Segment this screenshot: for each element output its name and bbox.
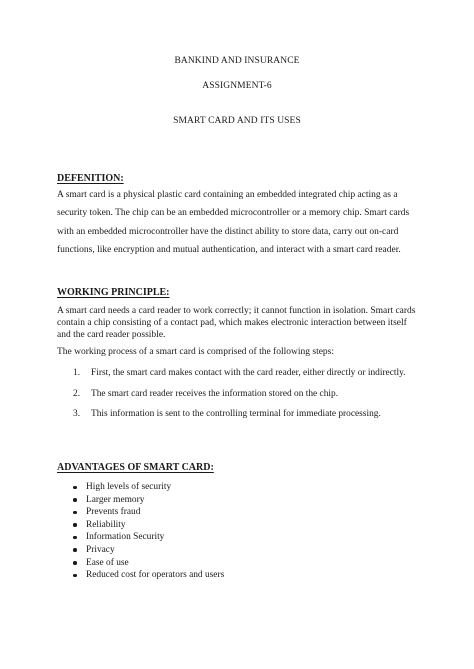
working-steps-intro: The working process of a smart card is comprised of the following steps: (57, 347, 335, 357)
step-number: 2. (73, 388, 81, 399)
list-item (57, 481, 224, 494)
list-item (57, 506, 224, 519)
bullet-icon (73, 511, 77, 515)
working-principle-paragraph: A smart card needs a card reader to work correctly; it cannot function in isolation. Smart cards contain a chip consisting of a contact pad, which makes electronic interaction between itself and the card reader possible. (57, 306, 416, 341)
list-item (57, 389, 406, 410)
step-number: 3. (73, 409, 81, 419)
advantage-text: Prevents fraud (86, 507, 141, 518)
bullet-icon (73, 523, 77, 527)
assignment-number: ASSIGNMENT-6 (202, 81, 272, 91)
advantage-text: Reliability (86, 519, 126, 530)
advantages-list (57, 481, 224, 582)
step-number: 1. (73, 368, 81, 378)
list-item (57, 544, 224, 557)
bullet-icon (73, 561, 77, 565)
list-item (57, 519, 224, 532)
definition-paragraph: A smart card is a physical plastic card containing an embedded integrated chip acting as a security token. The chip can be an embedded microcontroller or a memory chip. Smart cards with an embedded microcontroller have the distinct ability to store data, carry out on-card functions, like encryption and mutual authentication, and interact with a smart card reader. (57, 190, 410, 255)
bullet-icon (73, 498, 77, 502)
bullet-icon (73, 548, 77, 552)
list-item (57, 494, 224, 507)
working-principle-heading: WORKING PRINCIPLE: (57, 287, 170, 298)
advantage-text: High levels of security (86, 482, 172, 492)
advantage-text: Information Security (86, 532, 165, 543)
definition-heading: DEFENITION: (57, 173, 124, 184)
advantage-text: Ease of use (86, 557, 129, 568)
advantage-text: Privacy (86, 544, 115, 555)
list-item (57, 368, 406, 389)
list-item (57, 557, 224, 570)
advantage-text: Larger memory (86, 494, 145, 505)
working-steps-list (57, 368, 406, 430)
bullet-icon (73, 536, 77, 540)
document-title: SMART CARD AND ITS USES (173, 116, 301, 126)
bullet-icon (73, 574, 77, 578)
list-item (57, 409, 406, 430)
list-item (57, 569, 224, 582)
bullet-icon (73, 486, 77, 490)
course-title: BANKIND AND INSURANCE (174, 56, 300, 66)
step-text: First, the smart card makes contact with the card reader, either directly or indirectly. (91, 368, 406, 378)
step-text: This information is sent to the controlling terminal for immediate processing. (91, 409, 381, 419)
advantage-text: Reduced cost for operators and users (86, 570, 225, 581)
step-text: The smart card reader receives the information stored on the chip. (91, 388, 339, 399)
list-item (57, 531, 224, 544)
advantages-heading: ADVANTAGES OF SMART CARD: (57, 462, 214, 473)
